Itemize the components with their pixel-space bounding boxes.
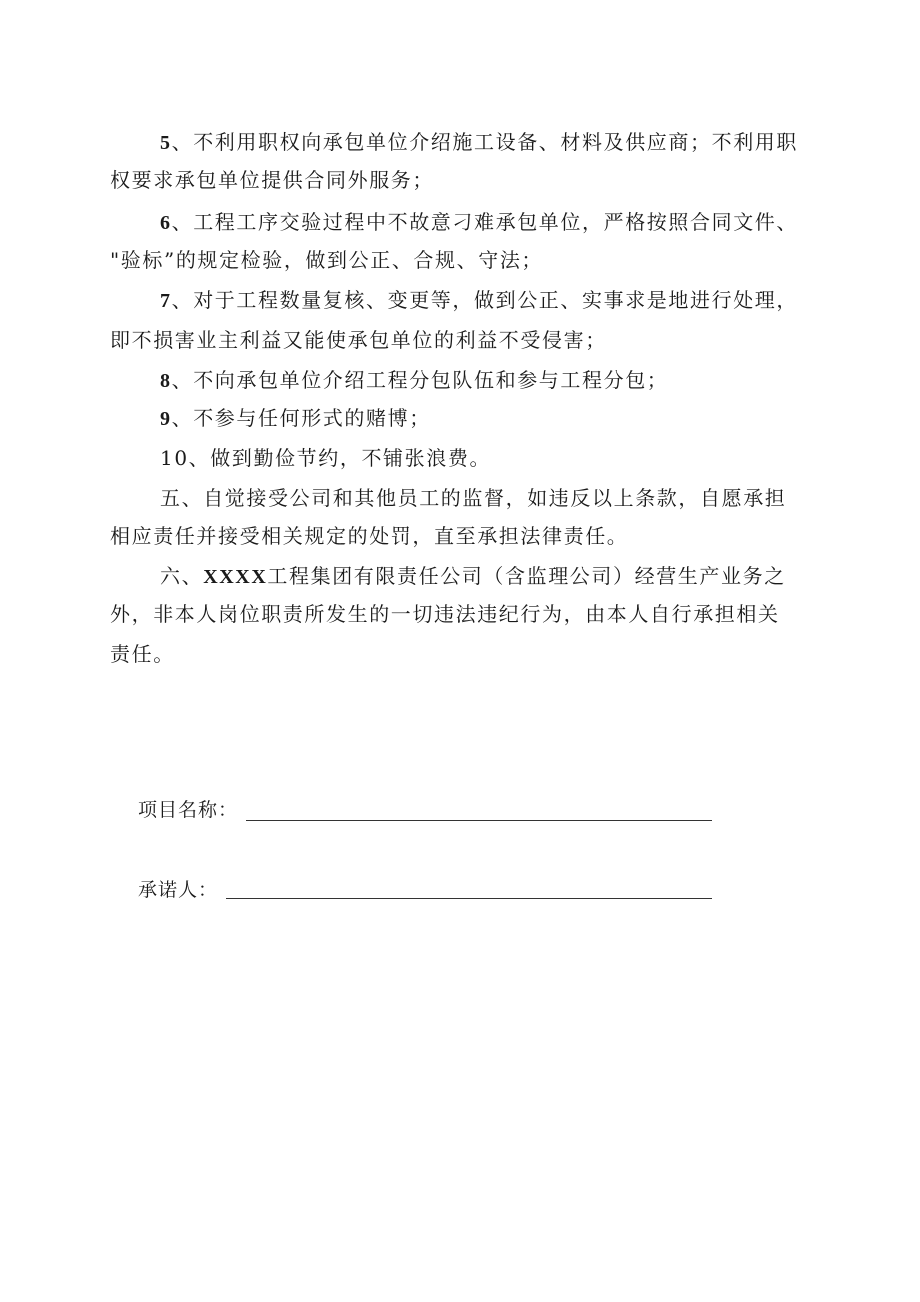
- promisor-label: 承诺人：: [138, 879, 219, 901]
- project-name-underline[interactable]: [246, 820, 712, 821]
- project-name-label: 项目名称：: [138, 799, 239, 821]
- item-5-number: 5: [160, 132, 172, 154]
- item-9-text-1: 、不参与任何形式的赌博；: [171, 406, 431, 430]
- promisor-underline[interactable]: [226, 898, 712, 899]
- item-6-line-1: [160, 208, 798, 237]
- item-8-text-1: 、不向承包单位介绍工程分包队伍和参与工程分包；: [171, 368, 669, 392]
- item-7-line-2: 即不损害业主利益又能使承包单位的利益不受侵害；: [110, 328, 607, 352]
- item-9-line-1: [160, 404, 431, 433]
- section-6-prefix: 六、: [160, 564, 204, 588]
- item-7-line-1: [160, 286, 798, 315]
- section-6-text-1: 工程集团有限责任公司（含监理公司）经营生产业务之: [267, 564, 786, 588]
- item-7-text-1: 、对于工程数量复核、变更等，做到公正、实事求是地进行处理，: [171, 288, 799, 312]
- section-6-line-3: 责任。: [110, 642, 175, 666]
- item-5-text-1: 、不利用职权向承包单位介绍施工设备、材料及供应商；不利用职: [171, 130, 799, 154]
- section-6-line-2: 外，非本人岗位职责所发生的一切违法违纪行为，由本人自行承担相关: [110, 602, 780, 626]
- section-5-line-2: 相应责任并接受相关规定的处罚，直至承担法律责任。: [110, 524, 629, 548]
- item-5-line-2: 权要求承包单位提供合同外服务；: [110, 168, 434, 192]
- item-9-number: 9: [160, 408, 172, 430]
- item-6-number: 6: [160, 212, 172, 234]
- item-8-line-1: [160, 366, 668, 395]
- item-5-line-1: [160, 128, 798, 157]
- item-7-number: 7: [160, 290, 172, 312]
- item-10-line-1: 10、做到勤俭节约，不铺张浪费。: [160, 446, 492, 470]
- item-6-line-2: "验标”的规定检验，做到公正、合规、守法；: [110, 248, 544, 272]
- section-5-line-1: 五、自觉接受公司和其他员工的监督，如违反以上条款，自愿承担: [160, 486, 787, 510]
- item-8-number: 8: [160, 370, 172, 392]
- section-6-line-1: [160, 562, 786, 591]
- item-6-text-1: 、工程工序交验过程中不故意刁难承包单位，严格按照合同文件、: [171, 210, 799, 234]
- section-6-company: XXXX: [203, 566, 268, 588]
